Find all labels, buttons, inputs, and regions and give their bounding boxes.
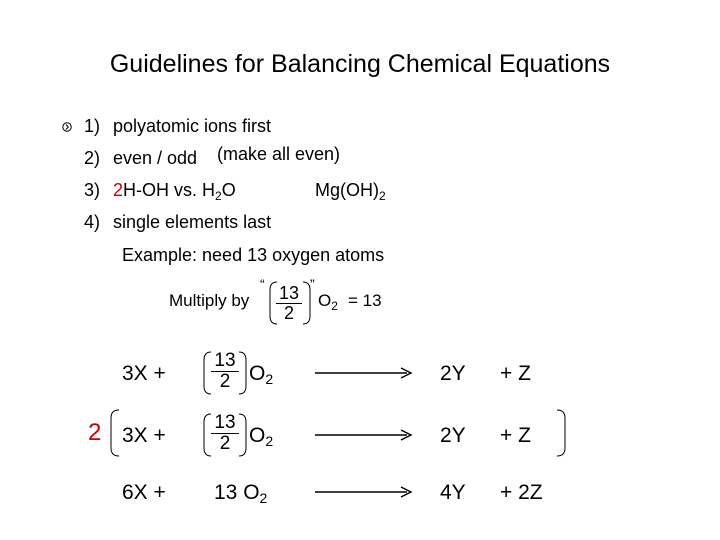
guideline-text: single elements last — [113, 212, 272, 232]
coefficient: 2 — [113, 180, 124, 200]
oxygen-formula: 13 $O_2$ — [214, 481, 268, 506]
product-y: 2Y — [440, 424, 466, 447]
guideline-text: polyatomic ions first — [113, 116, 272, 136]
product-z: + Z — [500, 362, 531, 385]
product-z: + 2Z — [500, 481, 543, 504]
oxygen-formula: $O_2$ — [249, 424, 274, 449]
close-quote: ” — [310, 276, 315, 292]
open-quote: “ — [260, 276, 265, 292]
result-text: = 13 — [348, 291, 382, 310]
left-bracket — [108, 408, 120, 458]
equation-lhs: 3X + — [122, 424, 166, 447]
guideline-number: 4) — [84, 212, 101, 232]
reaction-arrow — [315, 429, 413, 441]
product-z: + Z — [500, 424, 531, 447]
guideline-note: (make all even) — [217, 144, 341, 164]
oxygen-formula: $O_2$ — [318, 291, 338, 313]
reaction-arrow — [315, 486, 413, 498]
right-paren — [238, 350, 248, 396]
oxygen-formula: $O_2$ — [249, 362, 274, 387]
fraction: $\frac{13}{2}$ — [276, 284, 302, 323]
product-y: 2Y — [440, 362, 466, 385]
example-text: Example: need 13 oxygen atoms — [122, 245, 385, 265]
fraction: $\frac{13}{2}$ — [211, 351, 239, 392]
bullet-icon — [62, 122, 72, 132]
guideline-number: 3) — [84, 180, 101, 200]
multiplier: 2 — [88, 419, 102, 446]
equation-lhs: 3X + — [122, 362, 166, 385]
equation-lhs: 6X + — [122, 481, 166, 504]
slide-title: Guidelines for Balancing Chemical Equations — [109, 50, 611, 78]
product-y: 4Y — [440, 481, 466, 504]
right-paren — [238, 412, 248, 458]
guideline-number: 1) — [84, 116, 101, 136]
multiply-label: Multiply by — [169, 291, 250, 310]
reaction-arrow — [315, 367, 413, 379]
guideline-text: 2H-OH vs. $H_2O$ — [113, 180, 236, 203]
fraction: $\frac{13}{2}$ — [211, 413, 239, 454]
formula: $Mg(OH)_2$ — [315, 180, 386, 203]
right-bracket — [556, 408, 568, 458]
guideline-text: even / odd — [113, 148, 198, 168]
guideline-number: 2) — [84, 148, 101, 168]
